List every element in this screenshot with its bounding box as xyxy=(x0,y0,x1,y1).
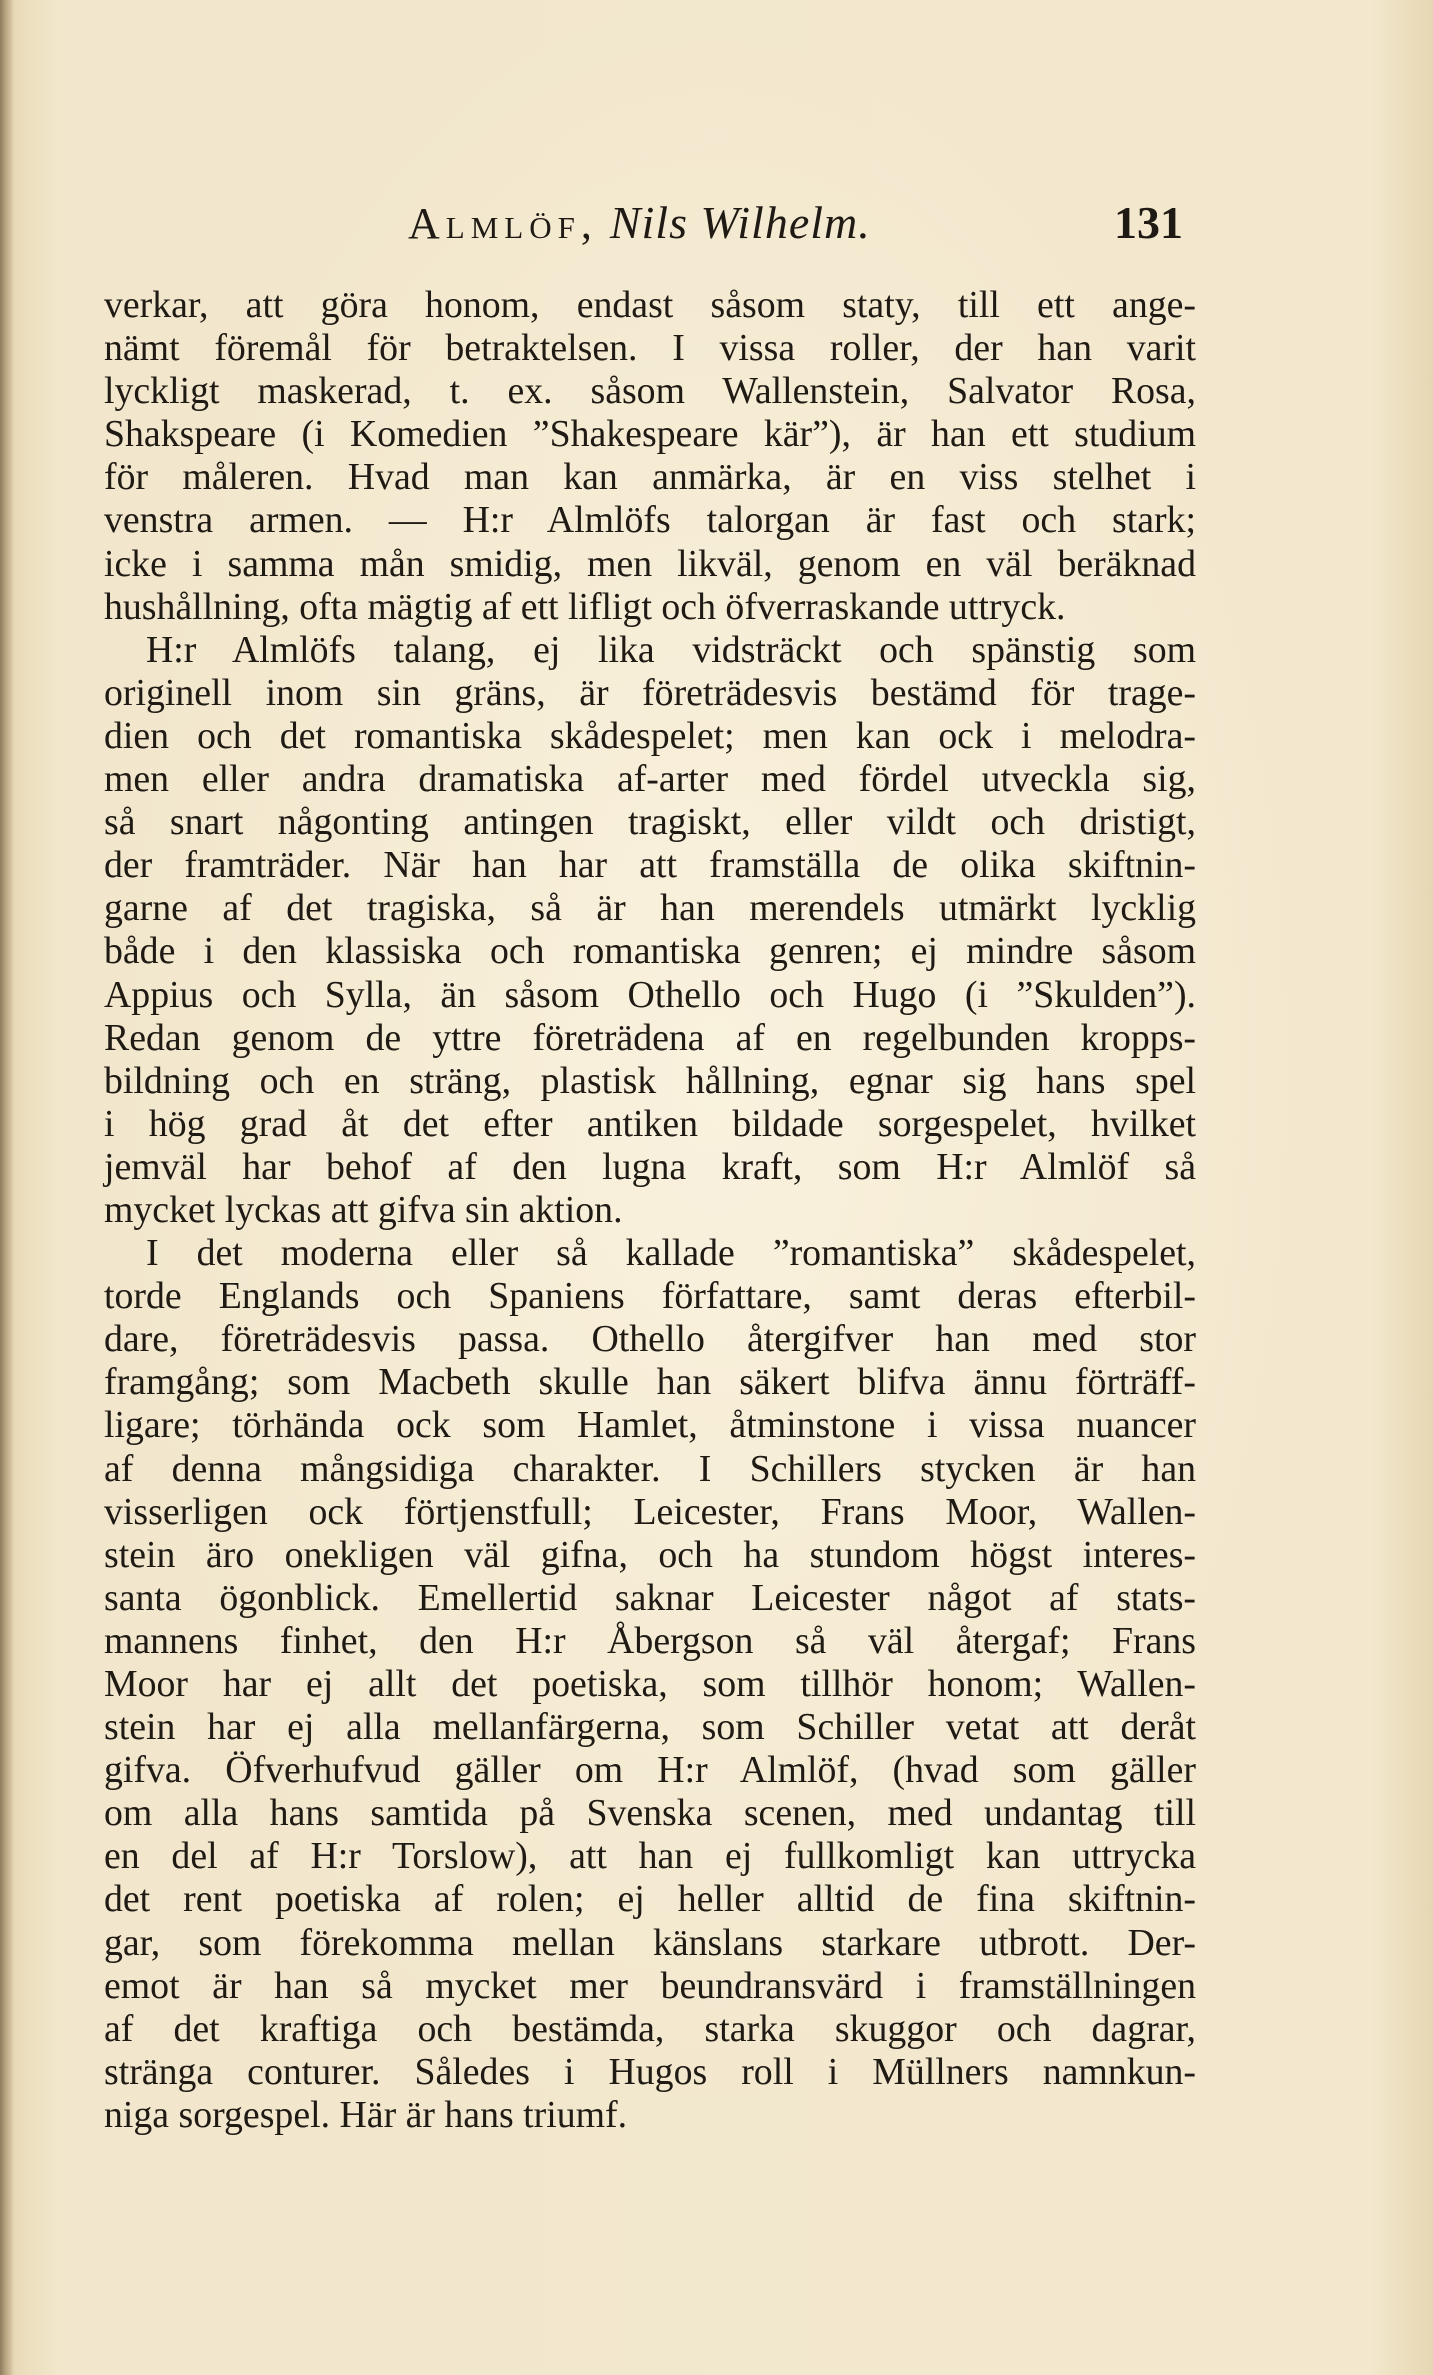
text-line: icke i samma mån smidig, men likväl, genom en väl beräknad xyxy=(104,542,1196,585)
text-line: af det kraftiga och bestämda, starka skuggor och dagrar, xyxy=(104,2007,1196,2050)
text-line: visserligen ock förtjenstfull; Leicester, Frans Moor, Wallen- xyxy=(104,1490,1196,1533)
text-line: venstra armen. — H:r Almlöfs talorgan är fast och stark; xyxy=(104,499,1196,542)
text-line: Appius och Sylla, än såsom Othello och Hugo (i ”Skulden”). xyxy=(104,973,1196,1016)
text-line: stränga conturer. Således i Hugos roll i Müllners namnkun- xyxy=(104,2050,1196,2093)
text-line: jemväl har behof af den lugna kraft, som H:r Almlöf så xyxy=(104,1145,1196,1188)
text-line: H:r Almlöfs talang, ej lika vidsträckt och spänstig som xyxy=(146,628,1196,671)
text-line: I det moderna eller så kallade ”romantiska” skådespelet, xyxy=(146,1232,1196,1275)
text-line: stein äro onekligen väl gifna, och ha stundom högst interes- xyxy=(104,1533,1196,1576)
text-line: lyckligt maskerad, t. ex. såsom Wallenstein, Salvator Rosa, xyxy=(104,370,1196,413)
text-line: originell inom sin gräns, är företrädesvis bestämd för trage- xyxy=(104,671,1196,714)
text-line: gar, som förekomma mellan känslans starkare utbrott. Der- xyxy=(104,1921,1196,1964)
text-line: mycket lyckas att gifva sin aktion. xyxy=(104,1188,623,1231)
text-line: men eller andra dramatiska af-arter med fördel utveckla sig, xyxy=(104,758,1196,801)
text-line: niga sorgespel. Här är hans triumf. xyxy=(104,2093,628,2136)
text-line: der framträder. När han har att framställa de olika skiftnin- xyxy=(104,844,1196,887)
running-head xyxy=(108,196,1183,256)
text-line: gifva. Öfverhufvud gäller om H:r Almlöf, (hvad som gäller xyxy=(104,1749,1196,1792)
text-line: framgång; som Macbeth skulle han säkert blifva ännu förträff- xyxy=(104,1361,1196,1404)
text-line: det rent poetiska af rolen; ej heller alltid de fina skiftnin- xyxy=(104,1878,1196,1921)
body-text xyxy=(104,284,1196,2137)
text-line: Moor har ej allt det poetiska, som tillhör honom; Wallen- xyxy=(104,1663,1196,1705)
text-line: mannens finhet, den H:r Åbergson så väl återgaf; Frans xyxy=(104,1619,1196,1662)
text-line: ligare; törhända ock som Hamlet, åtminstone i vissa nuancer xyxy=(104,1404,1196,1447)
text-line: stein har ej alla mellanfärgerna, som Schiller vetat att deråt xyxy=(104,1706,1196,1749)
text-line: garne af det tragiska, så är han merendels utmärkt lycklig xyxy=(104,887,1196,930)
running-head-surname: Almlöf, xyxy=(408,199,598,248)
text-line: bildning och en sträng, plastisk hållning, egnar sig hans spel xyxy=(104,1059,1196,1102)
text-line: torde Englands och Spaniens författare, samt deras efterbil- xyxy=(104,1275,1196,1318)
text-line: både i den klassiska och romantiska genren; ej mindre såsom xyxy=(104,930,1196,973)
text-line: dare, företrädesvis passa. Othello återgifver han med stor xyxy=(104,1318,1196,1361)
text-line: om alla hans samtida på Svenska scenen, med undantag till xyxy=(104,1792,1196,1835)
running-head-title xyxy=(408,196,871,249)
text-line: dien och det romantiska skådespelet; men kan ock i melodra- xyxy=(104,714,1196,757)
text-line: så snart någonting antingen tragiskt, eller vildt och dristigt, xyxy=(104,801,1196,844)
text-line: santa ögonblick. Emellertid saknar Leicester något af stats- xyxy=(104,1576,1196,1619)
text-line: hushållning, ofta mägtig af ett lifligt och öfverraskande uttryck. xyxy=(104,585,1066,628)
page-gutter-shadow xyxy=(0,0,14,2375)
page-number: 131 xyxy=(1114,197,1183,248)
text-line: af denna mångsidiga charakter. I Schillers stycken är han xyxy=(104,1447,1196,1490)
text-line: nämt föremål för betraktelsen. I vissa roller, der han varit xyxy=(104,327,1196,370)
text-line: för måleren. Hvad man kan anmärka, är en viss stelhet i xyxy=(104,456,1196,499)
text-line: Shakspeare (i Komedien ”Shakespeare kär”), är han ett studium xyxy=(104,413,1196,456)
text-line: en del af H:r Torslow), att han ej fullkomligt kan uttrycka xyxy=(104,1835,1196,1878)
running-head-given-names: Nils Wilhelm. xyxy=(609,197,871,248)
text-line: i hög grad åt det efter antiken bildade sorgespelet, hvilket xyxy=(104,1102,1196,1145)
text-line: emot är han så mycket mer beundransvärd i framställningen xyxy=(104,1964,1196,2007)
text-line: verkar, att göra honom, endast såsom staty, till ett ange- xyxy=(104,284,1196,326)
text-line: Redan genom de yttre företrädena af en regelbunden kropps- xyxy=(104,1016,1196,1059)
